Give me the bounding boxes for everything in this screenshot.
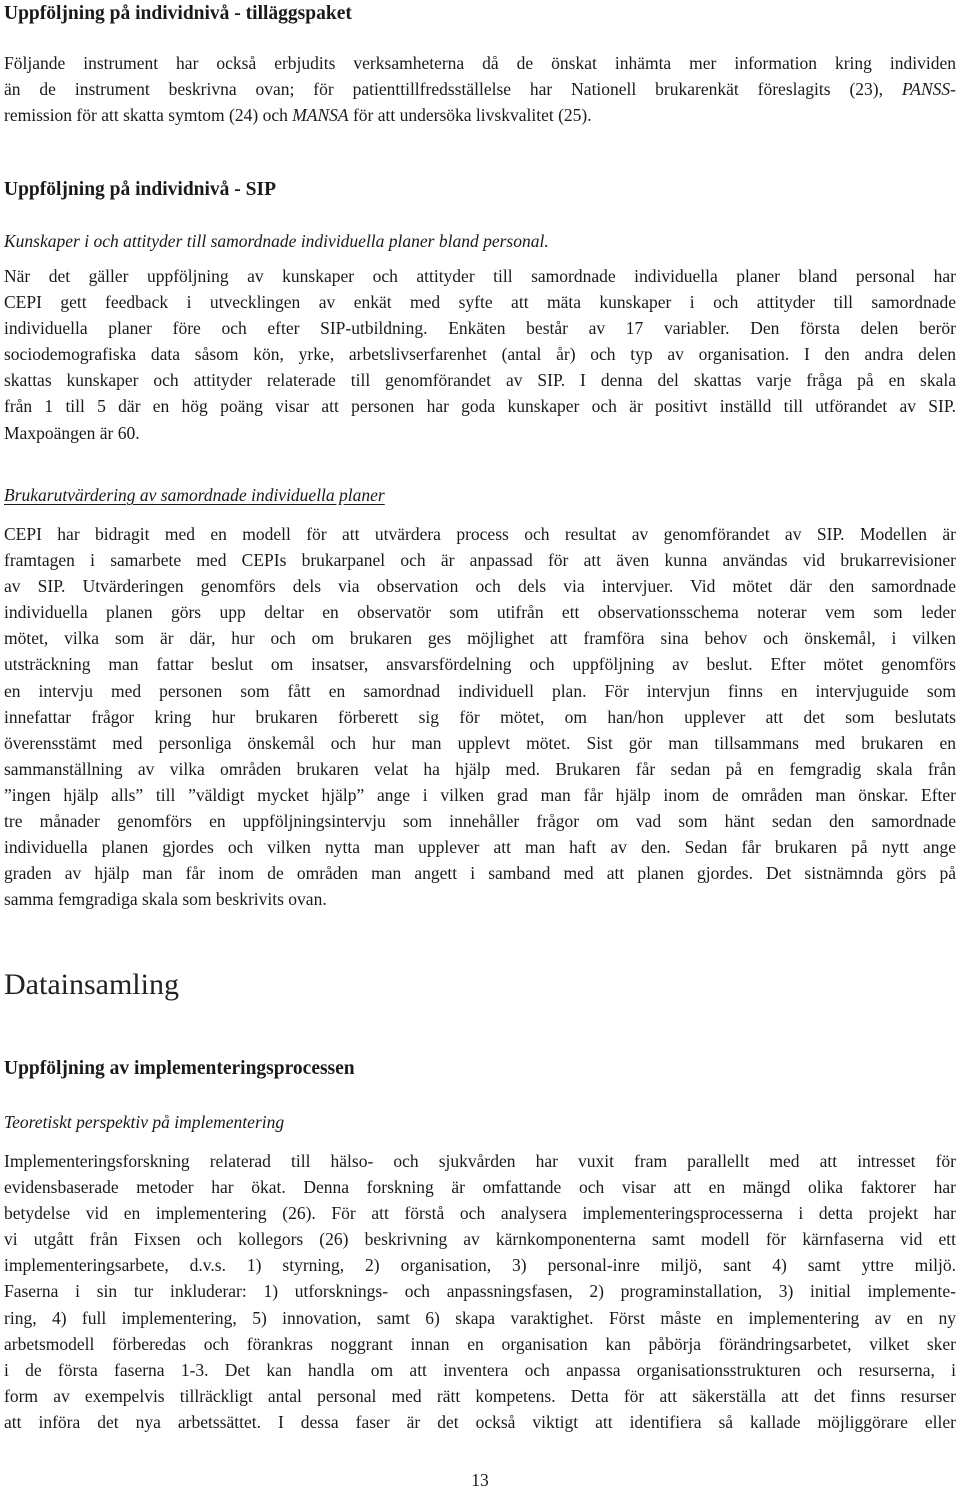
text-line: remission för att skatta symtom (24) och MANSA för att undersöka livskvalitet (25).: [4, 105, 592, 126]
paragraph-brukarutvardering: [4, 521, 956, 912]
paragraph-tillaggspaket: [4, 50, 956, 128]
text-line: När det gäller uppföljning av kunskaper och attityder till samordnade individuella planer bland personal har: [4, 266, 956, 286]
text-line: individuella planer före och efter SIP-utbildning. Enkäten består av 17 variabler. Den första delen berör: [4, 318, 956, 339]
page-number: 13: [471, 1470, 489, 1490]
text-line: Faserna i sin tur inkluderar: 1) utforsknings- och anpassningsfasen, 2) programinstallation, 3) initial implemente-: [4, 1281, 956, 1302]
text-line: form av exempelvis tillräckligt antal personal med rätt kompetens. Detta för att säkerställa att det finns resurser: [4, 1385, 956, 1406]
text-line: än de instrument beskrivna ovan; för patienttillfredsställelse har Nationell brukarenkät föreslagits (23), PANSS-: [4, 79, 956, 100]
mansa-term: MANSA: [292, 105, 349, 126]
text-line: individuella planen gjordes och vilken nytta man upplever att man haft av den. Sedan får brukaren på nytt ange: [4, 837, 956, 858]
text-line: tre månader genomförs en uppföljningsintervju som innehåller frågor om vad som hänt sedan den samordnade: [4, 811, 956, 832]
panss-term: PANSS-: [901, 79, 956, 100]
text-line: skattas kunskaper och attityder relaterade till genomförandet av SIP. I denna del skattas varje fråga på en skala: [4, 370, 956, 391]
text-line: att införa det nya arbetssättet. I dessa faser är det också viktigt att identifiera så kallade möjliggörare eller: [4, 1411, 956, 1432]
text-line: sociodemografiska data såsom kön, yrke, arbetslivserfarenhet (antal år) och typ av organisation. I den andra delen: [4, 344, 956, 365]
section-heading-tillaggspaket: Uppföljning på individnivå - tilläggspaket: [4, 3, 352, 24]
text-line: sammanställning av vilka områden brukaren velat ha hjälp med. Brukaren får sedan på en femgradig skala från: [4, 758, 956, 779]
text-line: CEPI gett feedback i utvecklingen av enkät med syfte att mäta kunskaper i och attityder till samordnade: [4, 292, 956, 313]
text-line: samma femgradiga skala som beskrivits ovan.: [4, 889, 327, 910]
text-line: Implementeringsforskning relaterad till hälso- och sjukvården har vuxit fram parallellt med att intresset för: [4, 1151, 956, 1171]
text-line: Följande instrument har också erbjudits verksamheterna då de önskat inhämta mer information kring individen: [4, 53, 956, 73]
paragraph-implementering: [4, 1148, 956, 1435]
text-line: implementeringsarbete, d.v.s. 1) styrning, 2) organisation, 3) personal-inre miljö, sant 4) samt yttre miljö.: [4, 1255, 956, 1276]
text-line: betydelse vid en implementering (26). För att förstå och analysera implementeringsprocesserna i detta projekt har: [4, 1203, 956, 1224]
text-line: Maxpoängen är 60.: [4, 422, 140, 443]
text-line: utsträckning man fattar beslut om insatser, ansvarsfördelning och uppföljning av beslut. Efter mötet genomförs: [4, 654, 956, 675]
text-line: arbetsmodell förberedas och förankras noggrant innan en organisation kan påbörja förändringsarbetet, vilket sker: [4, 1333, 956, 1354]
text-line: ring, 4) full implementering, 5) innovation, samt 6) skapa varaktighet. Först måste en implementering av en ny: [4, 1307, 956, 1328]
text-line: mötet, vilka som är där, hur och om brukaren ges möjlighet att framföra sina behov och önskemål, i vilken: [4, 628, 956, 649]
text-line: vi utgått från Fixsen och kollegors (26) beskrivning av kärnkomponenterna samt modell för kärnfaserna vid ett: [4, 1229, 956, 1250]
text-line: evidensbaserade metoder har ökat. Denna forskning är omfattande och visar att en mängd olika faktorer har: [4, 1177, 956, 1198]
text-line: innefattar frågor kring hur brukaren förberett sig för mötet, om han/hon upplever att det som beslutats: [4, 706, 956, 727]
text-line: en intervju med personen som fått en samordnad individuell plan. För intervjun finns en intervjuguide som: [4, 680, 956, 701]
subheading-brukarutvardering: Brukarutvärdering av samordnade individuella planer: [4, 485, 385, 505]
text-line: från 1 till 5 där en hög poäng visar att personen har goda kunskaper och är positivt inställd till utförandet av SIP.: [4, 396, 956, 417]
subheading-kunskaper: Kunskaper i och attityder till samordnade individuella planer bland personal.: [4, 231, 549, 251]
text-line: ”ingen hjälp alls” till ”väldigt mycket hjälp” ange i vilken grad man får hjälp inom de områden man önskar. Efter: [4, 784, 956, 805]
text-line: överensstämt med personliga önskemål och hur man upplevt mötet. Sist gör man tillsammans med brukaren en: [4, 732, 956, 753]
text-line: i de första faserna 1-3. Det kan handla om att inventera och anpassa organisationsstrukturen och resurserna, i: [4, 1359, 956, 1380]
text-line: av SIP. Utvärderingen genomförs dels via observation och dels via intervjuer. Vid mötet där den samordnade: [4, 576, 956, 597]
section-heading-sip: Uppföljning på individnivå - SIP: [4, 179, 277, 200]
text-line: graden av hjälp man får inom de områden man angett i samband med att planen gjordes. Det sistnämnda görs på: [4, 863, 956, 884]
chapter-title-datainsamling: Datainsamling: [4, 968, 179, 1001]
text-line: framtagen i samarbete med CEPIs brukarpanel och är anpassad för att även kunna användas vid brukarrevisioner: [4, 550, 956, 571]
subheading-teoretiskt-perspektiv: Teoretiskt perspektiv på implementering: [4, 1112, 285, 1132]
text-line: individuella planen görs upp deltar en observatör som utifrån ett observationsschema noterar vem som leder: [4, 602, 956, 623]
section-heading-implementeringsprocessen: Uppföljning av implementeringsprocessen: [4, 1058, 355, 1079]
paragraph-sip: [4, 263, 956, 446]
text-line: CEPI har bidragit med en modell för att utvärdera process och resultat av genomförandet av SIP. Modellen är: [4, 524, 956, 544]
